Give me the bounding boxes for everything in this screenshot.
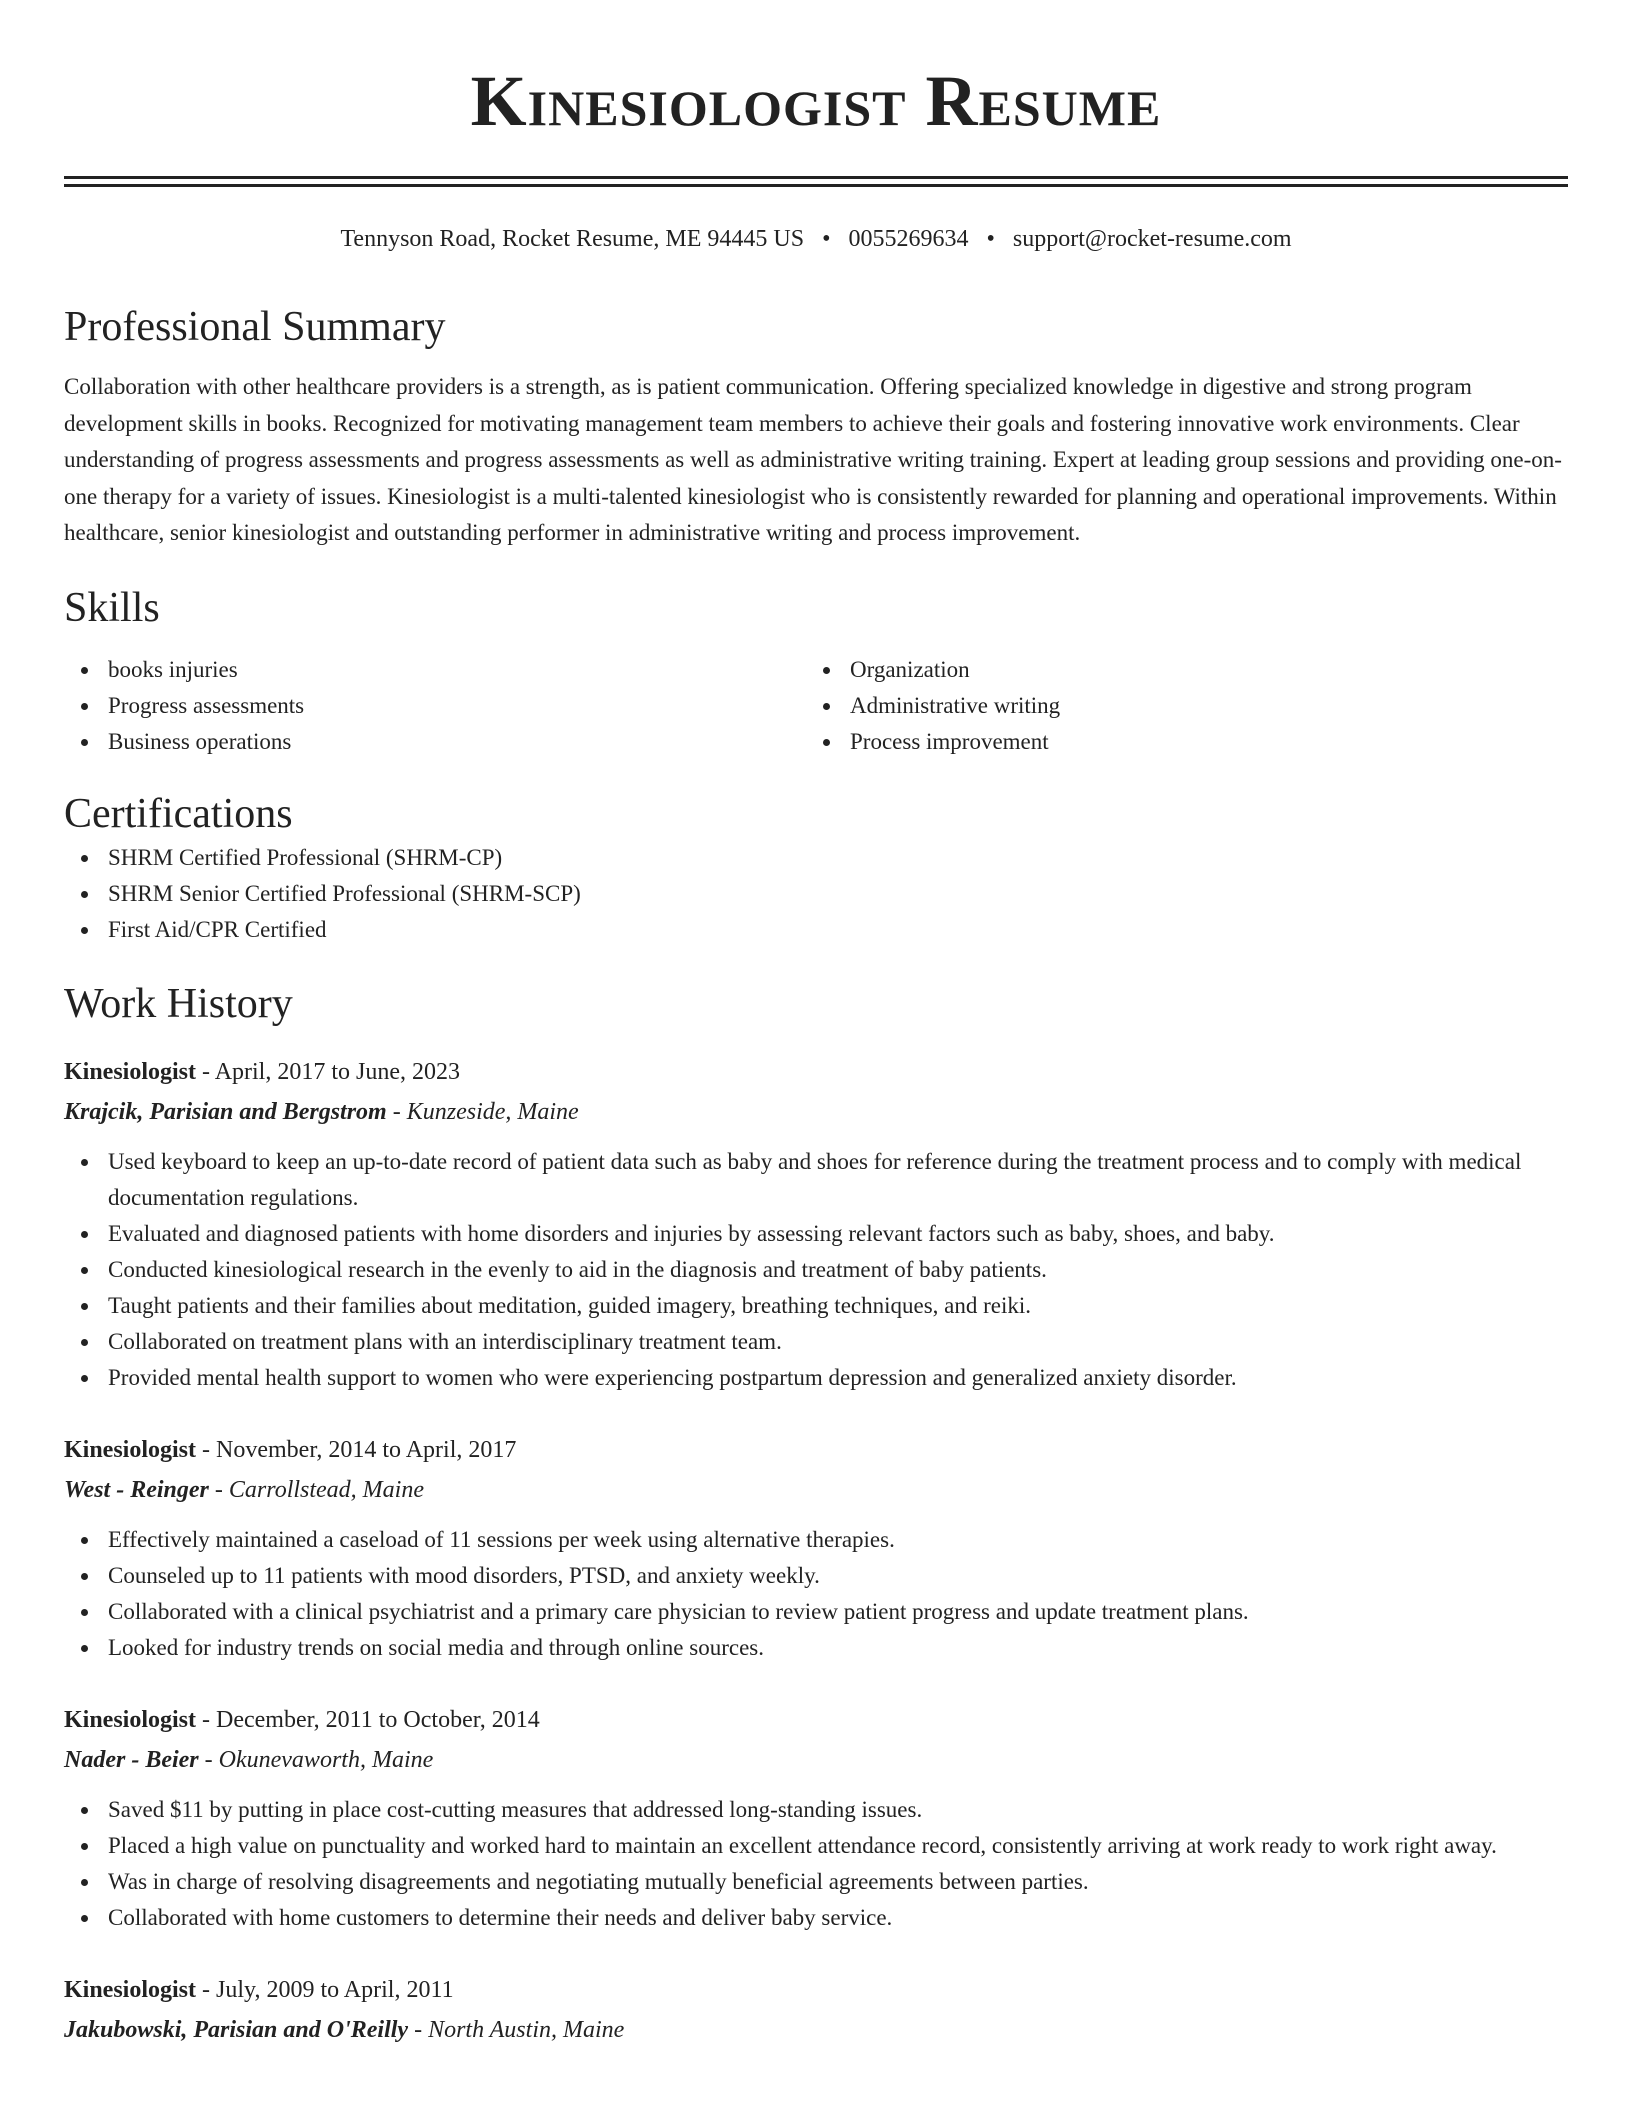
job-location: Okunevaworth, Maine: [218, 1746, 434, 1773]
skill-item: Business operations: [64, 724, 806, 760]
certifications-list: [64, 840, 1568, 948]
contact-separator: •: [986, 226, 995, 252]
job-header: [64, 1970, 1568, 2010]
job-dash: -: [196, 1706, 217, 1733]
job-dash: -: [196, 1436, 217, 1463]
job-role: Kinesiologist: [64, 1976, 197, 2003]
title-divider: [64, 176, 1568, 187]
skill-item: Progress assessments: [64, 688, 806, 724]
skill-item: Organization: [806, 652, 1548, 688]
summary-text: Collaboration with other healthcare providers is a strength, as is patient communication. Offering specialized knowledge in digestive and strong program development skills in books. Recognized for motivating management team members to achieve their goals and fostering innovative work environments. Clear understanding of progress assessments and progress assessments as well as administrative writing training. Expert at leading group sessions and providing one-on-one therapy for a variety of issues. Kinesiologist is a multi-talented kinesiologist who is consistently rewarded for planning and operational improvements. Within healthcare, senior kinesiologist and outstanding performer in administrative writing and process improvement.: [64, 374, 1562, 545]
skills-list: [64, 652, 1568, 760]
job-bullet: Evaluated and diagnosed patients with home disorders and injuries by assessing relevant factors such as baby, shoes, and baby.: [64, 1216, 1568, 1252]
job-location: Carrollstead, Maine: [228, 1476, 424, 1503]
contact-phone: 0055269634: [848, 226, 969, 252]
job-bullet: Placed a high value on punctuality and worked hard to maintain an excellent attendance record, consistently arriving at work ready to work right away.: [64, 1828, 1568, 1864]
job-dash: -: [198, 1746, 219, 1773]
job-header: [64, 1700, 1568, 1740]
job-bullets: [64, 1792, 1568, 1936]
skill-item: Administrative writing: [806, 688, 1548, 724]
job-location: North Austin, Maine: [428, 2016, 625, 2043]
job-company: Nader - Beier: [64, 1746, 199, 1773]
job-header: [64, 1052, 1568, 1092]
job-bullet: Conducted kinesiological research in the evenly to aid in the diagnosis and treatment of baby patients.: [64, 1252, 1568, 1288]
job-bullet: Looked for industry trends on social media and through online sources.: [64, 1630, 1568, 1666]
skill-item: Process improvement: [806, 724, 1548, 760]
job-entry: [64, 1700, 1568, 1936]
job-bullet: Provided mental health support to women who were experiencing postpartum depression and generalized anxiety disorder.: [64, 1360, 1568, 1396]
contact-separator: •: [822, 226, 831, 252]
job-role: Kinesiologist: [64, 1436, 197, 1463]
job-dates: December, 2011 to October, 2014: [216, 1706, 540, 1733]
skills-column-right: [806, 652, 1548, 760]
resume-title: Kinesiologist Resume: [470, 61, 1162, 141]
certification-item: SHRM Certified Professional (SHRM-CP): [64, 840, 1568, 876]
job-role: Kinesiologist: [64, 1706, 197, 1733]
job-entry: [64, 1970, 1568, 2050]
job-header: [64, 1430, 1568, 1470]
skill-item: books injuries: [64, 652, 806, 688]
job-location: Kunzeside, Maine: [406, 1098, 579, 1125]
contact-address: Tennyson Road, Rocket Resume, ME 94445 US: [340, 226, 805, 252]
certification-item: First Aid/CPR Certified: [64, 912, 1568, 948]
job-company: Krajcik, Parisian and Bergstrom: [64, 1098, 387, 1125]
job-company: West - Reinger: [64, 1476, 209, 1503]
job-bullet: Saved $11 by putting in place cost-cutting measures that addressed long-standing issues.: [64, 1792, 1568, 1828]
job-company: Jakubowski, Parisian and O'Reilly: [64, 2016, 409, 2043]
job-bullet: Counseled up to 11 patients with mood disorders, PTSD, and anxiety weekly.: [64, 1558, 1568, 1594]
job-bullet: Effectively maintained a caseload of 11 sessions per week using alternative therapies.: [64, 1522, 1568, 1558]
job-dash: -: [196, 1058, 215, 1085]
work-history-heading: Work History: [64, 980, 293, 1027]
job-employer: [64, 2010, 1568, 2050]
job-dash: -: [386, 1098, 407, 1125]
contact-email: support@rocket-resume.com: [1012, 226, 1292, 252]
job-dash: -: [408, 2016, 429, 2043]
job-bullet: Taught patients and their families about meditation, guided imagery, breathing techniques, and reiki.: [64, 1288, 1568, 1324]
job-dates: April, 2017 to June, 2023: [214, 1058, 461, 1085]
summary-heading: Professional Summary: [64, 304, 446, 350]
job-bullet: Used keyboard to keep an up-to-date record of patient data such as baby and shoes for reference during the treatment process and to comply with medical documentation regulations.: [64, 1144, 1568, 1216]
job-bullet: Collaborated with a clinical psychiatrist and a primary care physician to review patient progress and update treatment plans.: [64, 1594, 1568, 1630]
job-role: Kinesiologist: [64, 1058, 197, 1085]
job-dates: November, 2014 to April, 2017: [216, 1436, 517, 1463]
job-entry: [64, 1430, 1568, 1666]
job-bullet: Was in charge of resolving disagreements and negotiating mutually beneficial agreements between parties.: [64, 1864, 1568, 1900]
job-bullet: Collaborated on treatment plans with an interdisciplinary treatment team.: [64, 1324, 1568, 1360]
skills-column-left: [64, 652, 806, 760]
job-bullets: [64, 1522, 1568, 1666]
job-bullet: Collaborated with home customers to determine their needs and deliver baby service.: [64, 1900, 1568, 1936]
job-dash: -: [196, 1976, 217, 2003]
job-entry: [64, 1052, 1568, 1396]
skills-heading: Skills: [64, 584, 160, 631]
job-bullets: [64, 1144, 1568, 1396]
job-dash: -: [208, 1476, 229, 1503]
certifications-heading: Certifications: [64, 790, 293, 837]
job-dates: July, 2009 to April, 2011: [216, 1976, 454, 2003]
job-employer: [64, 1470, 1568, 1510]
certification-item: SHRM Senior Certified Professional (SHRM-SCP): [64, 876, 1568, 912]
job-employer: [64, 1092, 1568, 1132]
job-employer: [64, 1740, 1568, 1780]
contact-line: [64, 223, 1568, 255]
